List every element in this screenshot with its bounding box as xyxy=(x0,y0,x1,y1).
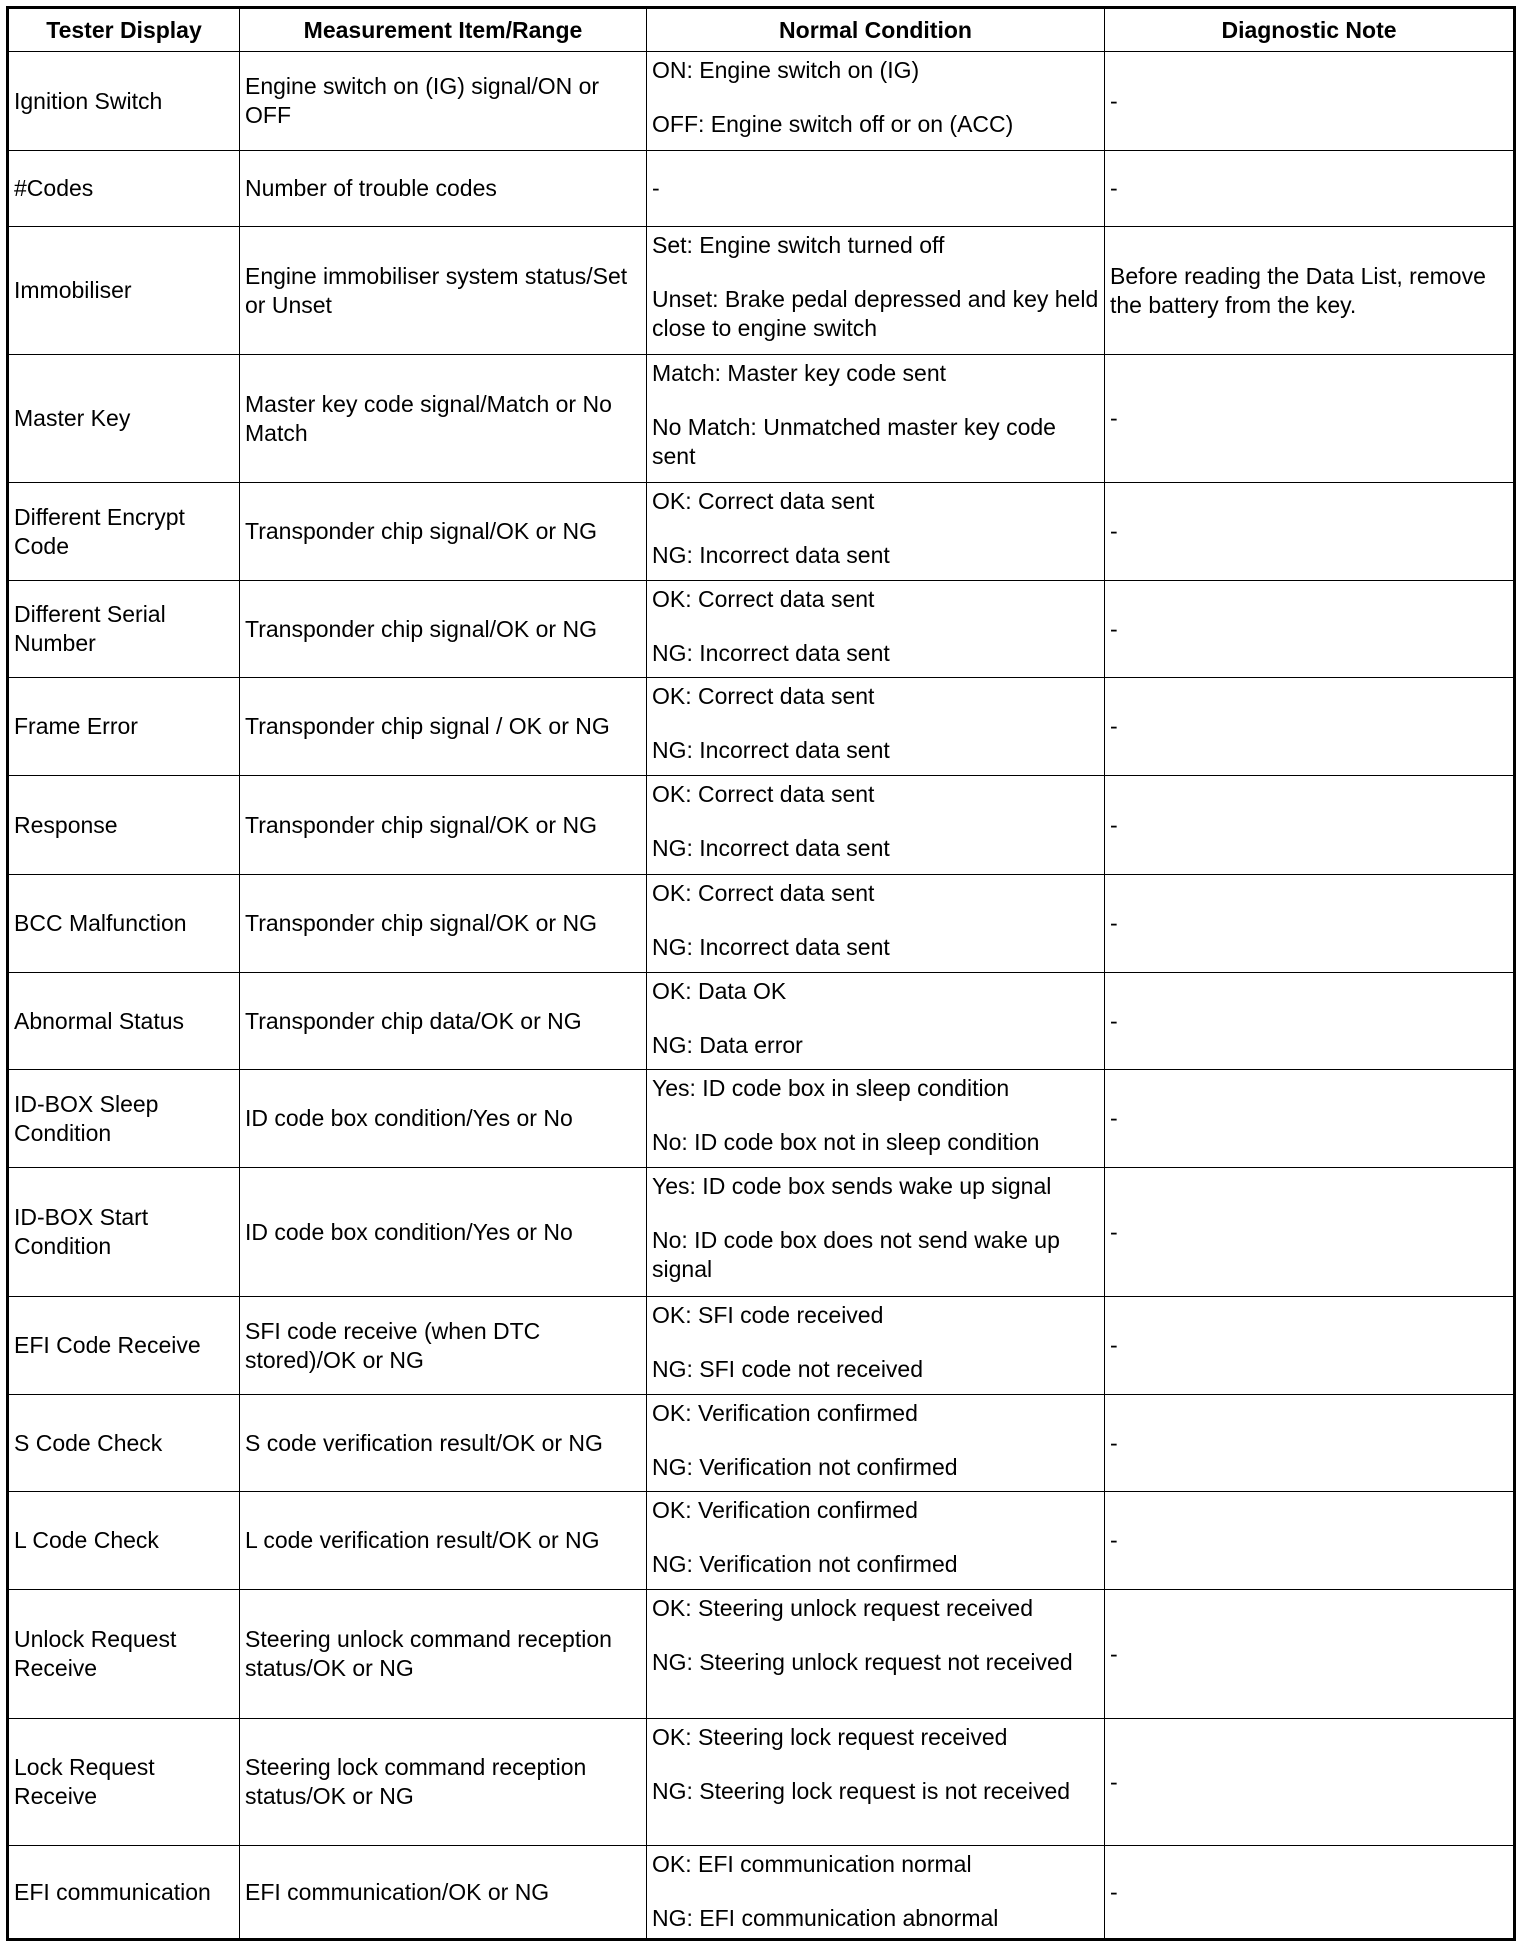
condition-line: NG: Steering unlock request not received xyxy=(652,1649,1073,1675)
tester-display-cell: #Codes xyxy=(8,151,240,227)
tester-display-cell: EFI Code Receive xyxy=(8,1297,240,1395)
diagnostic-note-cell: - xyxy=(1105,355,1515,483)
tester-display-cell: Unlock Request Receive xyxy=(8,1590,240,1719)
data-list-table xyxy=(6,6,1516,1941)
condition-line: Unset: Brake pedal depressed and key held close to engine switch xyxy=(652,286,1099,341)
diagnostic-note-cell: - xyxy=(1105,1492,1515,1590)
column-header: Normal Condition xyxy=(647,8,1105,52)
condition-line: OK: Correct data sent xyxy=(652,683,875,709)
diagnostic-note-cell: - xyxy=(1105,581,1515,678)
table-row xyxy=(8,875,1515,973)
condition-line: OK: EFI communication normal xyxy=(652,1851,972,1877)
tester-display-cell: Immobiliser xyxy=(8,227,240,355)
condition-line: OK: Correct data sent xyxy=(652,488,875,514)
normal-condition-cell xyxy=(647,1395,1105,1492)
normal-condition-cell xyxy=(647,151,1105,227)
normal-condition-cell xyxy=(647,581,1105,678)
table-row xyxy=(8,355,1515,483)
diagnostic-note-cell: - xyxy=(1105,678,1515,776)
tester-display-cell: S Code Check xyxy=(8,1395,240,1492)
condition-line: OFF: Engine switch off or on (ACC) xyxy=(652,111,1014,137)
header-row xyxy=(8,8,1515,52)
condition-line: OK: Correct data sent xyxy=(652,586,875,612)
tester-display-cell: EFI communication xyxy=(8,1846,240,1940)
diagnostic-note-cell: - xyxy=(1105,776,1515,875)
condition-line: OK: Correct data sent xyxy=(652,880,875,906)
condition-line: NG: Verification not confirmed xyxy=(652,1551,958,1577)
measurement-item-cell: Steering lock command reception status/OK or NG xyxy=(240,1719,647,1846)
table-row xyxy=(8,1492,1515,1590)
normal-condition-cell xyxy=(647,1297,1105,1395)
measurement-item-cell: Transponder chip signal/OK or NG xyxy=(240,483,647,581)
tester-display-cell: Different Serial Number xyxy=(8,581,240,678)
condition-line: NG: Incorrect data sent xyxy=(652,835,890,861)
table-row xyxy=(8,1719,1515,1846)
column-header: Diagnostic Note xyxy=(1105,8,1515,52)
condition-line: No Match: Unmatched master key code sent xyxy=(652,414,1056,469)
normal-condition-cell xyxy=(647,973,1105,1070)
condition-line: NG: Incorrect data sent xyxy=(652,640,890,666)
condition-line: OK: Steering lock request received xyxy=(652,1724,1008,1750)
diagnostic-note-cell: Before reading the Data List, remove the battery from the key. xyxy=(1105,227,1515,355)
diagnostic-note-cell: - xyxy=(1105,1070,1515,1168)
diagnostic-note-cell: - xyxy=(1105,151,1515,227)
diagnostic-note-cell: - xyxy=(1105,973,1515,1070)
table-row xyxy=(8,1846,1515,1940)
condition-line: OK: SFI code received xyxy=(652,1302,884,1328)
condition-line: OK: Steering unlock request received xyxy=(652,1595,1033,1621)
normal-condition-cell xyxy=(647,52,1105,151)
table-row xyxy=(8,973,1515,1070)
measurement-item-cell: SFI code receive (when DTC stored)/OK or NG xyxy=(240,1297,647,1395)
table-row xyxy=(8,1395,1515,1492)
table-row xyxy=(8,776,1515,875)
condition-line: NG: Data error xyxy=(652,1032,803,1058)
measurement-item-cell: EFI communication/OK or NG xyxy=(240,1846,647,1940)
normal-condition-cell xyxy=(647,1492,1105,1590)
measurement-item-cell: Number of trouble codes xyxy=(240,151,647,227)
normal-condition-cell xyxy=(647,776,1105,875)
condition-line: NG: Verification not confirmed xyxy=(652,1454,958,1480)
condition-line: Match: Master key code sent xyxy=(652,360,947,386)
condition-line: NG: SFI code not received xyxy=(652,1356,924,1382)
condition-line: OK: Verification confirmed xyxy=(652,1400,918,1426)
measurement-item-cell: Steering unlock command reception status/OK or NG xyxy=(240,1590,647,1719)
condition-line: - xyxy=(652,175,660,201)
tester-display-cell: Ignition Switch xyxy=(8,52,240,151)
tester-display-cell: ID-BOX Start Condition xyxy=(8,1168,240,1297)
tester-display-cell: Master Key xyxy=(8,355,240,483)
normal-condition-cell xyxy=(647,875,1105,973)
diagnostic-note-cell: - xyxy=(1105,1395,1515,1492)
tester-display-cell: L Code Check xyxy=(8,1492,240,1590)
diagnostic-note-cell: - xyxy=(1105,1590,1515,1719)
measurement-item-cell: Engine switch on (IG) signal/ON or OFF xyxy=(240,52,647,151)
table-row xyxy=(8,1590,1515,1719)
measurement-item-cell: L code verification result/OK or NG xyxy=(240,1492,647,1590)
table-row xyxy=(8,483,1515,581)
measurement-item-cell: ID code box condition/Yes or No xyxy=(240,1168,647,1297)
measurement-item-cell: Transponder chip signal/OK or NG xyxy=(240,581,647,678)
condition-line: NG: Incorrect data sent xyxy=(652,542,890,568)
table-row xyxy=(8,1297,1515,1395)
normal-condition-cell xyxy=(647,1846,1105,1940)
condition-line: ON: Engine switch on (IG) xyxy=(652,57,920,83)
diagnostic-note-cell: - xyxy=(1105,52,1515,151)
condition-line: OK: Correct data sent xyxy=(652,781,875,807)
condition-line: No: ID code box not in sleep condition xyxy=(652,1129,1040,1155)
condition-line: NG: Steering lock request is not received xyxy=(652,1778,1071,1804)
condition-line: Set: Engine switch turned off xyxy=(652,232,945,258)
tester-display-cell: ID-BOX Sleep Condition xyxy=(8,1070,240,1168)
normal-condition-cell xyxy=(647,678,1105,776)
table-row xyxy=(8,227,1515,355)
tester-display-cell: Frame Error xyxy=(8,678,240,776)
normal-condition-cell xyxy=(647,227,1105,355)
condition-line: NG: Incorrect data sent xyxy=(652,934,890,960)
table-row xyxy=(8,151,1515,227)
diagnostic-note-cell: - xyxy=(1105,1297,1515,1395)
diagnostic-note-cell: - xyxy=(1105,1846,1515,1940)
column-header: Measurement Item/Range xyxy=(240,8,647,52)
measurement-item-cell: Transponder chip data/OK or NG xyxy=(240,973,647,1070)
table-row xyxy=(8,52,1515,151)
tester-display-cell: Lock Request Receive xyxy=(8,1719,240,1846)
table-row xyxy=(8,1070,1515,1168)
condition-line: Yes: ID code box sends wake up signal xyxy=(652,1173,1052,1199)
table-row xyxy=(8,678,1515,776)
tester-display-cell: Abnormal Status xyxy=(8,973,240,1070)
measurement-item-cell: Transponder chip signal/OK or NG xyxy=(240,776,647,875)
condition-line: OK: Verification confirmed xyxy=(652,1497,918,1523)
diagnostic-note-cell: - xyxy=(1105,483,1515,581)
condition-line: OK: Data OK xyxy=(652,978,787,1004)
measurement-item-cell: Transponder chip signal / OK or NG xyxy=(240,678,647,776)
table-row xyxy=(8,581,1515,678)
measurement-item-cell: Engine immobiliser system status/Set or Unset xyxy=(240,227,647,355)
diagnostic-note-cell: - xyxy=(1105,875,1515,973)
column-header: Tester Display xyxy=(8,8,240,52)
condition-line: NG: Incorrect data sent xyxy=(652,737,890,763)
measurement-item-cell: ID code box condition/Yes or No xyxy=(240,1070,647,1168)
tester-display-cell: Different Encrypt Code xyxy=(8,483,240,581)
tester-display-cell: Response xyxy=(8,776,240,875)
diagnostic-note-cell: - xyxy=(1105,1719,1515,1846)
normal-condition-cell xyxy=(647,483,1105,581)
condition-line: No: ID code box does not send wake up signal xyxy=(652,1227,1060,1282)
normal-condition-cell xyxy=(647,1168,1105,1297)
normal-condition-cell xyxy=(647,355,1105,483)
condition-line: NG: EFI communication abnormal xyxy=(652,1905,999,1931)
tester-display-cell: BCC Malfunction xyxy=(8,875,240,973)
diagnostic-note-cell: - xyxy=(1105,1168,1515,1297)
measurement-item-cell: Transponder chip signal/OK or NG xyxy=(240,875,647,973)
normal-condition-cell xyxy=(647,1590,1105,1719)
normal-condition-cell xyxy=(647,1719,1105,1846)
measurement-item-cell: Master key code signal/Match or No Match xyxy=(240,355,647,483)
normal-condition-cell xyxy=(647,1070,1105,1168)
table-row xyxy=(8,1168,1515,1297)
condition-line: Yes: ID code box in sleep condition xyxy=(652,1075,1010,1101)
measurement-item-cell: S code verification result/OK or NG xyxy=(240,1395,647,1492)
